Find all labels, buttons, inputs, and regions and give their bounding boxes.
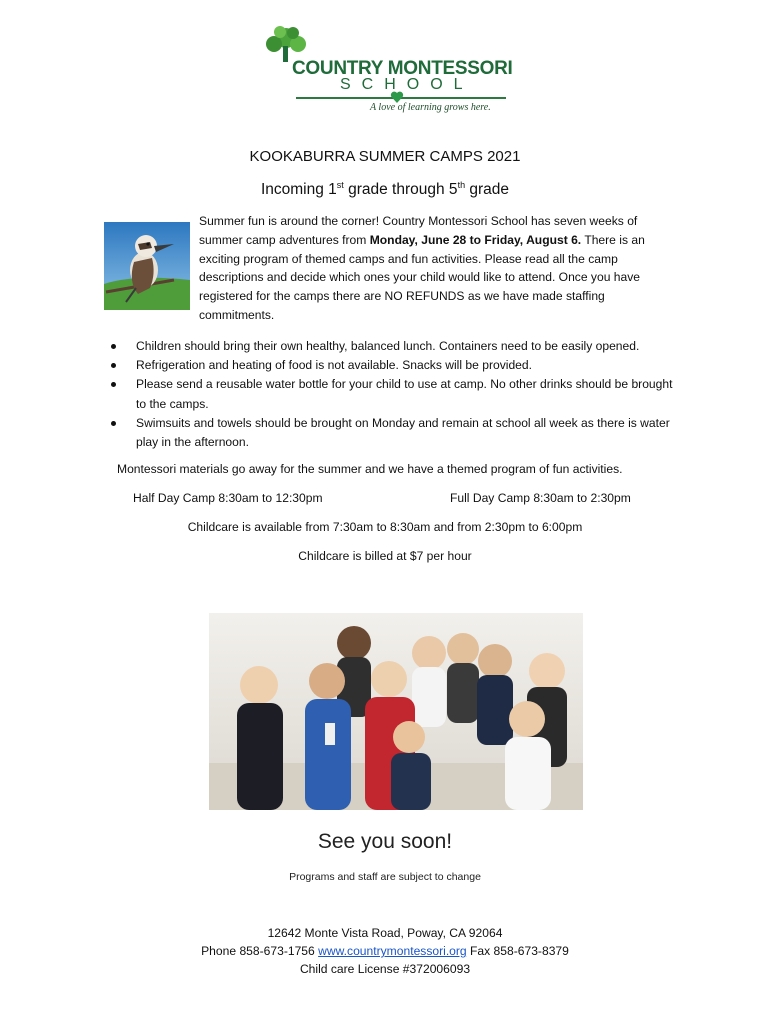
see-you-soon: See you soon! [317,830,453,853]
disclaimer: Programs and staff are subject to change [289,871,481,883]
phone: Phone 858-673-1756 [201,944,319,958]
childcare-rate: Childcare is billed at $7 per hour [298,549,472,563]
bullet-icon [111,382,116,387]
kookaburra-image [104,222,190,310]
list-item: Children should bring their own healthy, balanced lunch. Containers need to be easily opened. [108,337,678,356]
logo-name: COUNTRY MONTESSORI [292,58,513,79]
list-item: Swimsuits and towels should be brought on Monday and remain at school all week as there is water play in the afternoon. [108,414,678,452]
bullet-icon [111,421,116,426]
childcare-hours: Childcare is available from 7:30am to 8:30am and from 2:30pm to 6:00pm [187,520,583,534]
list-item: Refrigeration and heating of food is not available. Snacks will be provided. [108,356,678,375]
logo-school: SCHOOL [340,76,474,93]
school-logo [262,24,512,116]
intro-paragraph: Summer fun is around the corner! Country Montessori School has seven weeks of summer camp adventures from Monday, June 28 to Friday, August 6. There is an exciting program of themed camps and fun activities. Please read all the camp descriptions and decide which ones your child would like to attend. Once you have registered for the camps there are NO REFUNDS as we have made staffing commitments. [199,214,645,322]
page-title: KOOKABURRA SUMMER CAMPS 2021 [249,148,521,165]
logo-tagline: A love of learning grows here. [370,102,491,113]
full-day-hours: Full Day Camp 8:30am to 2:30pm [450,491,631,505]
grade-range: Incoming 1st grade through 5th grade [260,180,510,199]
license-number: Child care License #372006093 [299,962,471,976]
bullet-icon [111,363,116,368]
children-photo [209,613,583,810]
materials-note: Montessori materials go away for the summer and we have a themed program of fun activities. [117,462,623,476]
address: 12642 Monte Vista Road, Poway, CA 92064 [267,926,503,940]
phone-line [0,944,770,958]
fax: Fax 858-673-8379 [466,944,569,958]
half-day-hours: Half Day Camp 8:30am to 12:30pm [133,491,323,505]
list-item: Please send a reusable water bottle for your child to use at camp. No other drinks should be brought to the camps. [108,375,678,413]
website-link[interactable]: www.countrymontessori.org [318,944,467,958]
camp-dates: Monday, June 28 to Friday, August 6. [369,232,582,247]
bullet-icon [111,344,116,349]
camp-rules-list [108,337,678,452]
